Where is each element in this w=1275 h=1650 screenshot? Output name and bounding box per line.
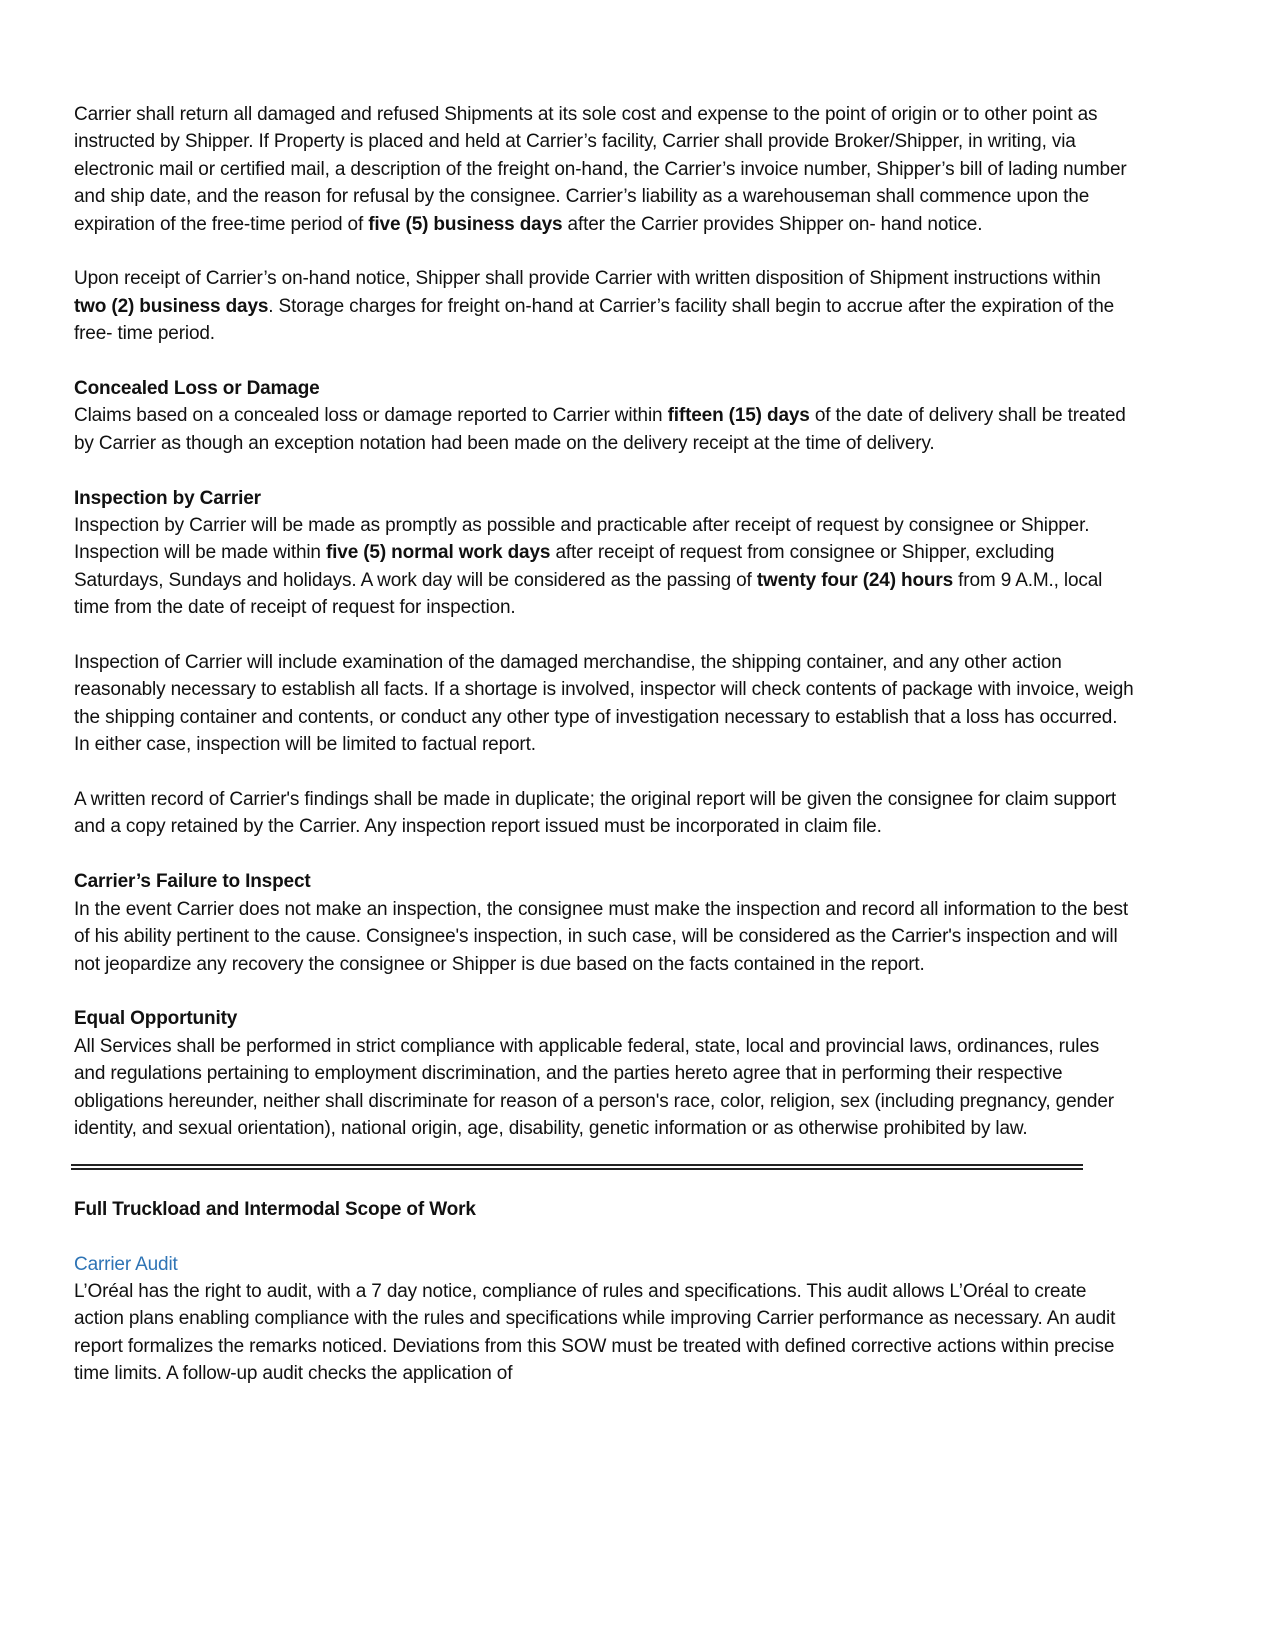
- paragraph-text: after receipt of request from consignee or Shipper, excluding Saturdays, Sundays and holidays. A work day will be considered as the passing of: [74, 542, 1055, 591]
- section-concealed-loss: [74, 375, 1134, 457]
- scope-of-work-title: Full Truckload and Intermodal Scope of Work: [74, 1198, 476, 1220]
- bold-term: fifteen (15) days: [667, 405, 810, 427]
- paragraph-text: from 9 A.M., local time from the date of receipt of request for inspection.: [74, 569, 1103, 619]
- bold-term: twenty four (24) hours: [756, 569, 954, 591]
- section-carrier-audit: [74, 1251, 1134, 1388]
- paragraph-damaged-refused: [74, 101, 1134, 238]
- paragraph-text: after the Carrier provides Shipper on- hand notice.: [562, 213, 983, 235]
- section-heading: Inspection by Carrier: [74, 487, 261, 509]
- paragraph-text: Upon receipt of Carrier’s on-hand notice, Shipper shall provide Carrier with written disposition of Shipment instructions within: [74, 268, 1101, 290]
- section-inspection: [74, 485, 1134, 622]
- double-rule-divider: [71, 1164, 1083, 1170]
- paragraph-text: of the date of delivery shall be treated by Carrier as though an exception notation had been made on the delivery receipt at the time of delivery.: [74, 405, 1126, 454]
- section-equal-opportunity: [74, 1005, 1134, 1142]
- bold-term: two (2) business days: [74, 295, 269, 317]
- paragraph-text: L’Oréal has the right to audit, with a 7 day notice, compliance of rules and specifications. This audit allows L’Oréal to create action plans enabling compliance with the rules and specifications while improving Carrier performance as necessary. An audit report formalizes the remarks noticed. Deviations from this SOW must be treated with defined corrective actions within precise time limits. A follow-up audit checks the application of: [74, 1280, 1116, 1385]
- document-page: [74, 101, 1134, 1388]
- paragraph-text: Claims based on a concealed loss or damage reported to Carrier within: [74, 405, 668, 427]
- paragraph-inspection-scope: [74, 649, 1134, 759]
- paragraph-text: Carrier shall return all damaged and refused Shipments at its sole cost and expense to the point of origin or to other point as instructed by Shipper. If Property is placed and held at Carrier’s facility, Carrier shall provide Broker/Shipper, in writing, via electronic mail or certified mail, a description of the freight on-hand, the Carrier’s invoice number, Shipper’s bill of lading number and ship date, and the reason for refusal by the consignee. Carrier’s liability as a warehouseman shall commence upon the expiration of the free-time period of: [74, 104, 1127, 235]
- paragraph-text: Inspection of Carrier will include examination of the damaged merchandise, the shipping container, and any other action reasonably necessary to establish all facts. If a shortage is involved, inspector will check contents of package with invoice, weigh the shipping container and contents, or conduct any other type of investigation necessary to establish that a loss has occurred. In either case, inspection will be limited to factual report.: [74, 652, 1134, 756]
- section-heading: Carrier’s Failure to Inspect: [74, 871, 311, 893]
- section-failure-to-inspect: [74, 868, 1134, 978]
- paragraph-text: All Services shall be performed in strict compliance with applicable federal, state, local and provincial laws, ordinances, rules and regulations pertaining to employment discrimination, and the parties hereto agree that in performing their respective obligations hereunder, neither shall discriminate for reason of a person's race, color, religion, sex (including pregnancy, gender identity, and sexual orientation), national origin, age, disability, genetic information or as otherwise prohibited by law.: [74, 1035, 1114, 1139]
- paragraph-text: . Storage charges for freight on-hand at Carrier’s facility shall begin to accrue after the expiration of the free- time period.: [74, 295, 1115, 345]
- section-heading: Equal Opportunity: [74, 1008, 238, 1030]
- paragraph-on-hand-notice: [74, 265, 1134, 347]
- paragraph-text: In the event Carrier does not make an inspection, the consignee must make the inspection and record all information to the best of his ability pertinent to the cause. Consignee's inspection, in such case, will be considered as the Carrier's inspection and will not jeopardize any recovery the consignee or Shipper is due based on the facts contained in the report.: [74, 898, 1129, 975]
- paragraph-text: A written record of Carrier's findings shall be made in duplicate; the original report will be given the consignee for claim support and a copy retained by the Carrier. Any inspection report issued must be incorporated in claim file.: [74, 789, 1117, 838]
- bold-term: five (5) business days: [368, 213, 563, 235]
- paragraph-written-record: [74, 786, 1134, 841]
- bold-term: five (5) normal work days: [325, 542, 551, 564]
- subsection-heading: Carrier Audit: [74, 1253, 178, 1275]
- section-heading: Concealed Loss or Damage: [74, 378, 320, 400]
- paragraph-text: Inspection by Carrier will be made as promptly as possible and practicable after receipt of request by consignee or Shipper. Inspection will be made within: [74, 515, 1090, 564]
